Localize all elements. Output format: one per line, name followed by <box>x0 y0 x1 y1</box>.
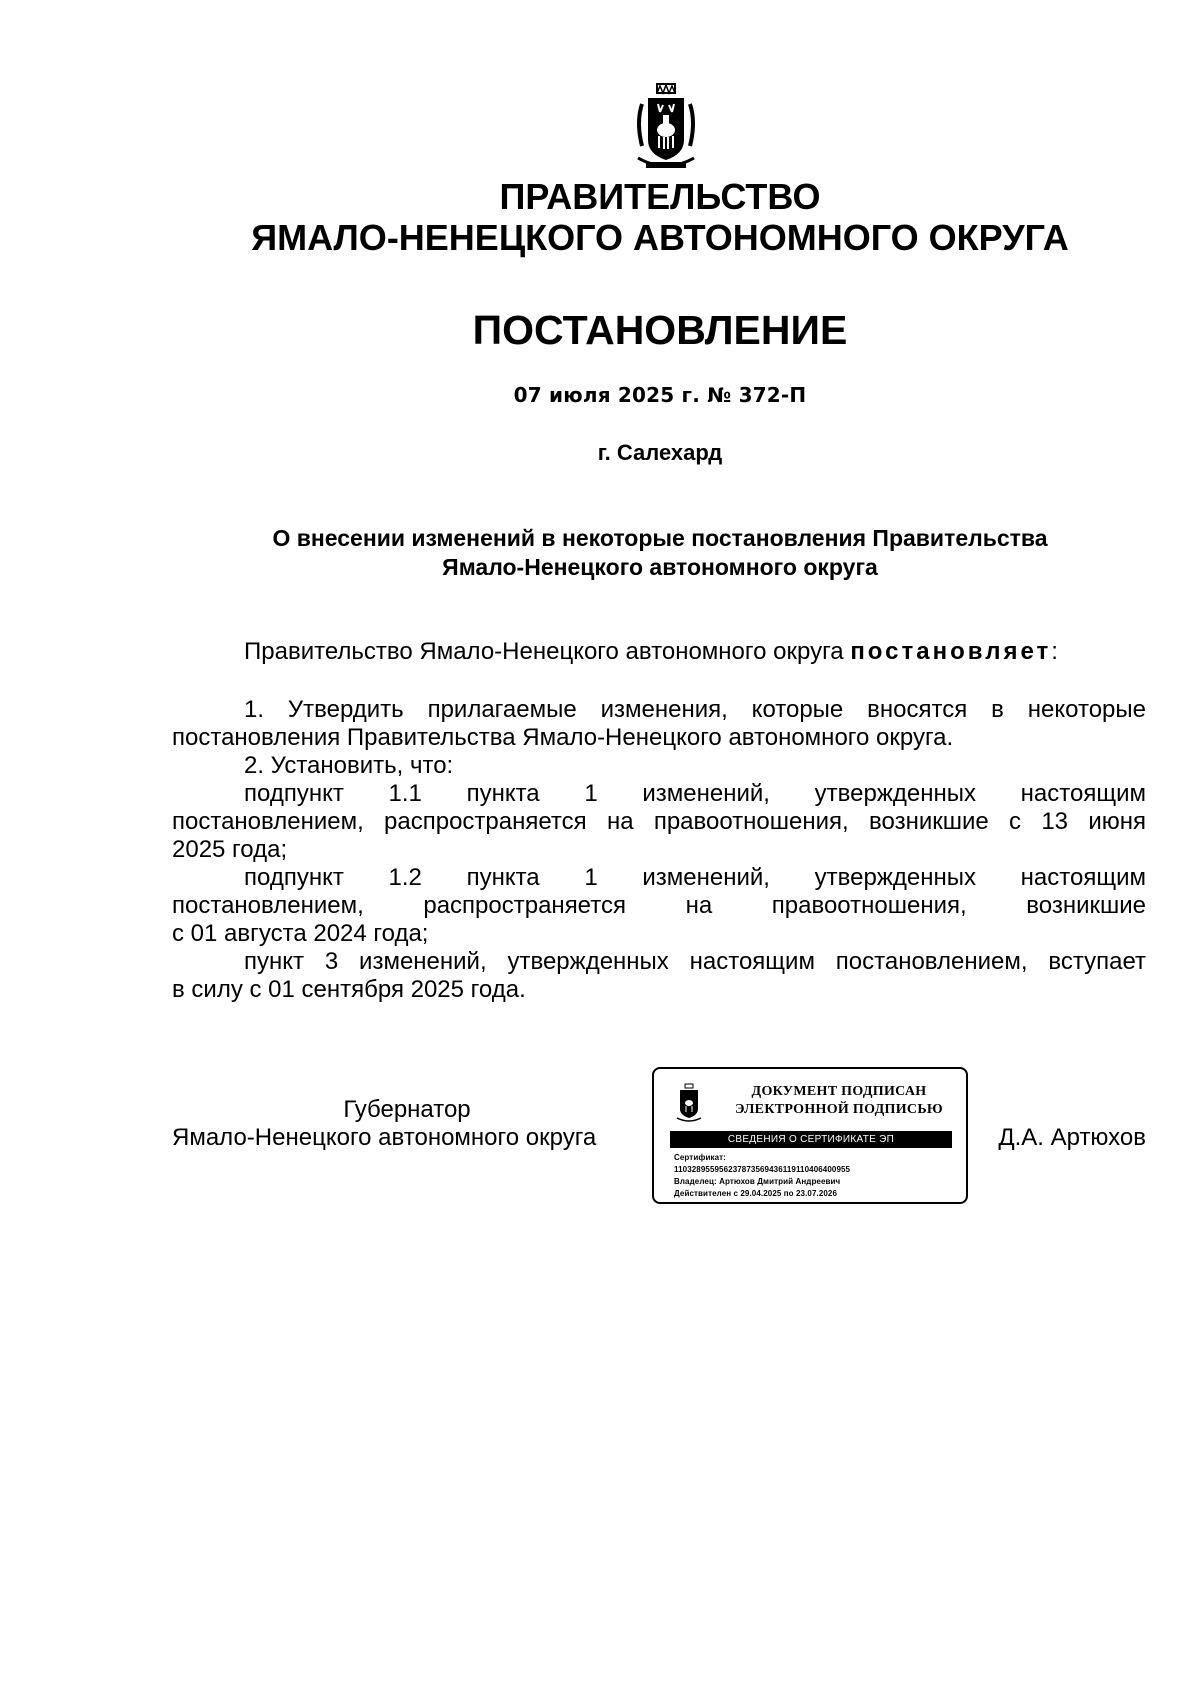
organization-title <box>60 176 1200 258</box>
coat-of-arms-icon <box>630 82 702 174</box>
item-2-sub-2-line-2: постановлением, распространяется на правоотношения, возникшие <box>172 892 1146 919</box>
item-2: 2. Установить, что: <box>244 752 454 779</box>
document-subject <box>60 524 1200 582</box>
preamble-suffix: : <box>1051 638 1058 665</box>
cert-label: Сертификат: <box>674 1153 726 1162</box>
cert-number: 110328955956237873569436119110406400955 <box>674 1165 851 1174</box>
city: г. Салехард <box>597 440 723 465</box>
item-2-sub-2-line-1: подпункт 1.2 пункта 1 изменений, утвержденных настоящим <box>244 864 1146 891</box>
preamble-emphasis: постановляет <box>850 638 1052 665</box>
position-line-1: Губернатор <box>343 1096 471 1123</box>
stamp-title-line-1: ДОКУМЕНТ ПОДПИСАН <box>751 1084 927 1099</box>
cert-validity: Действителен с 29.04.2025 по 23.07.2026 <box>674 1189 838 1198</box>
preamble <box>172 638 1146 666</box>
stamp-title <box>716 1083 962 1119</box>
item-2-sub-1-line-1: подпункт 1.1 пункта 1 изменений, утвержденных настоящим <box>244 780 1146 807</box>
document-type: ПОСТАНОВЛЕНИЕ <box>472 307 848 353</box>
stamp-certificate-info <box>674 1152 964 1200</box>
subject-line-2: Ямало-Ненецкого автономного округа <box>442 554 878 580</box>
coat-of-arms-icon <box>674 1083 704 1123</box>
item-2-sub-1-line-3: 2025 года; <box>172 836 288 863</box>
signatory-name: Д.А. Артюхов <box>998 1124 1146 1151</box>
preamble-text: Правительство Ямало-Ненецкого автономного округа <box>244 638 851 665</box>
position-line-2: Ямало-Ненецкого автономного округа <box>172 1124 597 1151</box>
item-2-sub-3-line-1: пункт 3 изменений, утвержденных настоящим постановлением, вступает <box>244 948 1146 975</box>
subject-line-1: О внесении изменений в некоторые постановления Правительства <box>272 525 1048 551</box>
stamp-title-line-2: ЭЛЕКТРОННОЙ ПОДПИСЬЮ <box>735 1102 943 1117</box>
item-1-line-1: 1. Утвердить прилагаемые изменения, которые вносятся в некоторые <box>244 696 1146 723</box>
electronic-signature-stamp <box>652 1067 968 1204</box>
signatory-position <box>172 1096 642 1152</box>
item-2-sub-2-line-3: с 01 августа 2024 года; <box>172 920 429 947</box>
resolution-items <box>172 696 1146 1004</box>
item-2-sub-1-line-2: постановлением, распространяется на правоотношения, возникшие с 13 июня <box>172 808 1146 835</box>
org-line-2: ЯМАЛО-НЕНЕЦКОГО АВТОНОМНОГО ОКРУГА <box>251 217 1069 258</box>
stamp-certificate-bar: СВЕДЕНИЯ О СЕРТИФИКАТЕ ЭП <box>670 1131 952 1148</box>
item-1-line-2: постановления Правительства Ямало-Ненецкого автономного округа. <box>172 724 954 751</box>
org-line-1: ПРАВИТЕЛЬСТВО <box>499 176 821 217</box>
item-2-sub-3-line-2: в силу с 01 сентября 2025 года. <box>172 976 526 1003</box>
cert-owner: Владелец: Артюхов Дмитрий Андреевич <box>674 1177 841 1186</box>
date-and-number: 07 июля 2025 г. № 372-П <box>513 383 807 407</box>
